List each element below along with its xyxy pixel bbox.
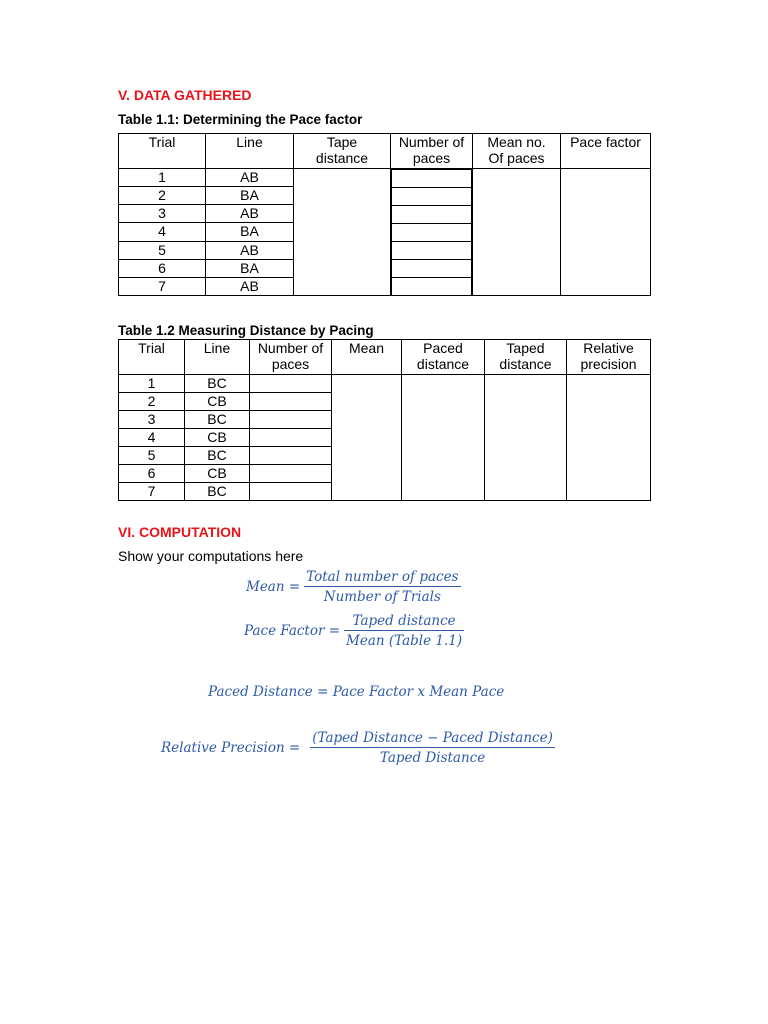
table-row <box>119 375 651 393</box>
formula-mean <box>246 569 461 605</box>
formula-pace-factor-lhs: Pace Factor = <box>244 623 341 639</box>
paces-entry-cell <box>392 170 472 188</box>
paces-entry-cell <box>392 206 472 224</box>
formula-relative-precision-numerator: (Taped Distance − Paced Distance) <box>312 730 553 746</box>
formula-paced-distance: Paced Distance = Pace Factor x Mean Pace <box>208 684 505 700</box>
line-cell: AB <box>206 241 294 259</box>
trial-cell: 4 <box>119 429 185 447</box>
formula-mean-numerator: Total number of paces <box>306 569 459 585</box>
trial-cell: 1 <box>119 375 185 393</box>
line-cell: BC <box>185 411 250 429</box>
header-number-of-paces: Number of paces <box>391 134 473 169</box>
trial-cell: 5 <box>119 241 206 259</box>
table-row <box>119 169 651 187</box>
header-trial: Trial <box>119 340 185 375</box>
line-cell: BA <box>206 259 294 277</box>
formula-mean-lhs: Mean = <box>246 579 301 595</box>
number-of-paces-cell <box>250 465 332 483</box>
number-of-paces-cell <box>250 429 332 447</box>
trial-cell: 6 <box>119 465 185 483</box>
line-cell: AB <box>206 277 294 295</box>
formula-pace-factor <box>244 613 464 649</box>
table-distance-by-pacing <box>118 339 651 501</box>
formula-pace-factor-denominator: Mean (Table 1.1) <box>346 633 463 649</box>
relative-precision-cell <box>567 375 651 501</box>
trial-cell: 2 <box>119 187 206 205</box>
line-cell: CB <box>185 393 250 411</box>
trial-cell: 7 <box>119 277 206 295</box>
formula-relative-precision-denominator: Taped Distance <box>379 750 486 766</box>
number-of-paces-cell <box>250 447 332 465</box>
header-mean-no-of-paces: Mean no. Of paces <box>473 134 561 169</box>
header-relative-precision: Relative precision <box>567 340 651 375</box>
paces-entry-cell <box>392 242 472 260</box>
line-cell: CB <box>185 465 250 483</box>
number-of-paces-cell <box>391 169 473 296</box>
trial-cell: 4 <box>119 223 206 241</box>
header-tape-distance: Tape distance <box>294 134 391 169</box>
trial-cell: 3 <box>119 411 185 429</box>
table-1-1-caption: Table 1.1: Determining the Pace factor <box>118 112 363 127</box>
taped-distance-cell <box>485 375 567 501</box>
number-of-paces-cell <box>250 483 332 501</box>
trial-cell: 1 <box>119 169 206 187</box>
header-taped-distance: Taped distance <box>485 340 567 375</box>
mean-no-of-paces-cell <box>473 169 561 296</box>
table-pace-factor <box>118 133 651 296</box>
pace-factor-cell <box>561 169 651 296</box>
line-cell: AB <box>206 169 294 187</box>
number-of-paces-cell <box>250 411 332 429</box>
header-number-of-paces: Number of paces <box>250 340 332 375</box>
paces-entry-cell <box>392 188 472 206</box>
line-cell: BA <box>206 223 294 241</box>
line-cell: AB <box>206 205 294 223</box>
formula-pace-factor-numerator: Taped distance <box>344 613 464 631</box>
formula-relative-precision-lhs: Relative Precision = <box>161 740 301 756</box>
header-mean: Mean <box>332 340 402 375</box>
formula-mean-denominator: Number of Trials <box>323 589 441 605</box>
computation-instruction: Show your computations here <box>118 548 304 564</box>
paces-entry-cell <box>392 278 472 296</box>
line-cell: CB <box>185 429 250 447</box>
trial-cell: 3 <box>119 205 206 223</box>
section-heading-computation: VI. COMPUTATION <box>118 524 242 540</box>
paces-entry-cell <box>392 260 472 278</box>
trial-cell: 2 <box>119 393 185 411</box>
line-cell: BC <box>185 447 250 465</box>
header-paced-distance: Paced distance <box>402 340 485 375</box>
table-1-2-caption: Table 1.2 Measuring Distance by Pacing <box>118 323 374 338</box>
line-cell: BC <box>185 375 250 393</box>
paces-entry-cell <box>392 224 472 242</box>
header-trial: Trial <box>119 134 206 169</box>
tape-distance-cell <box>294 169 391 296</box>
number-of-paces-cell <box>250 393 332 411</box>
header-line: Line <box>185 340 250 375</box>
trial-cell: 5 <box>119 447 185 465</box>
trial-cell: 6 <box>119 259 206 277</box>
section-heading-data-gathered: V. DATA GATHERED <box>118 87 252 103</box>
mean-cell <box>332 375 402 501</box>
line-cell: BC <box>185 483 250 501</box>
formula-relative-precision <box>161 730 555 766</box>
trial-cell: 7 <box>119 483 185 501</box>
header-pace-factor: Pace factor <box>561 134 651 169</box>
line-cell: BA <box>206 187 294 205</box>
paced-distance-cell <box>402 375 485 501</box>
number-of-paces-cell <box>250 375 332 393</box>
header-line: Line <box>206 134 294 169</box>
